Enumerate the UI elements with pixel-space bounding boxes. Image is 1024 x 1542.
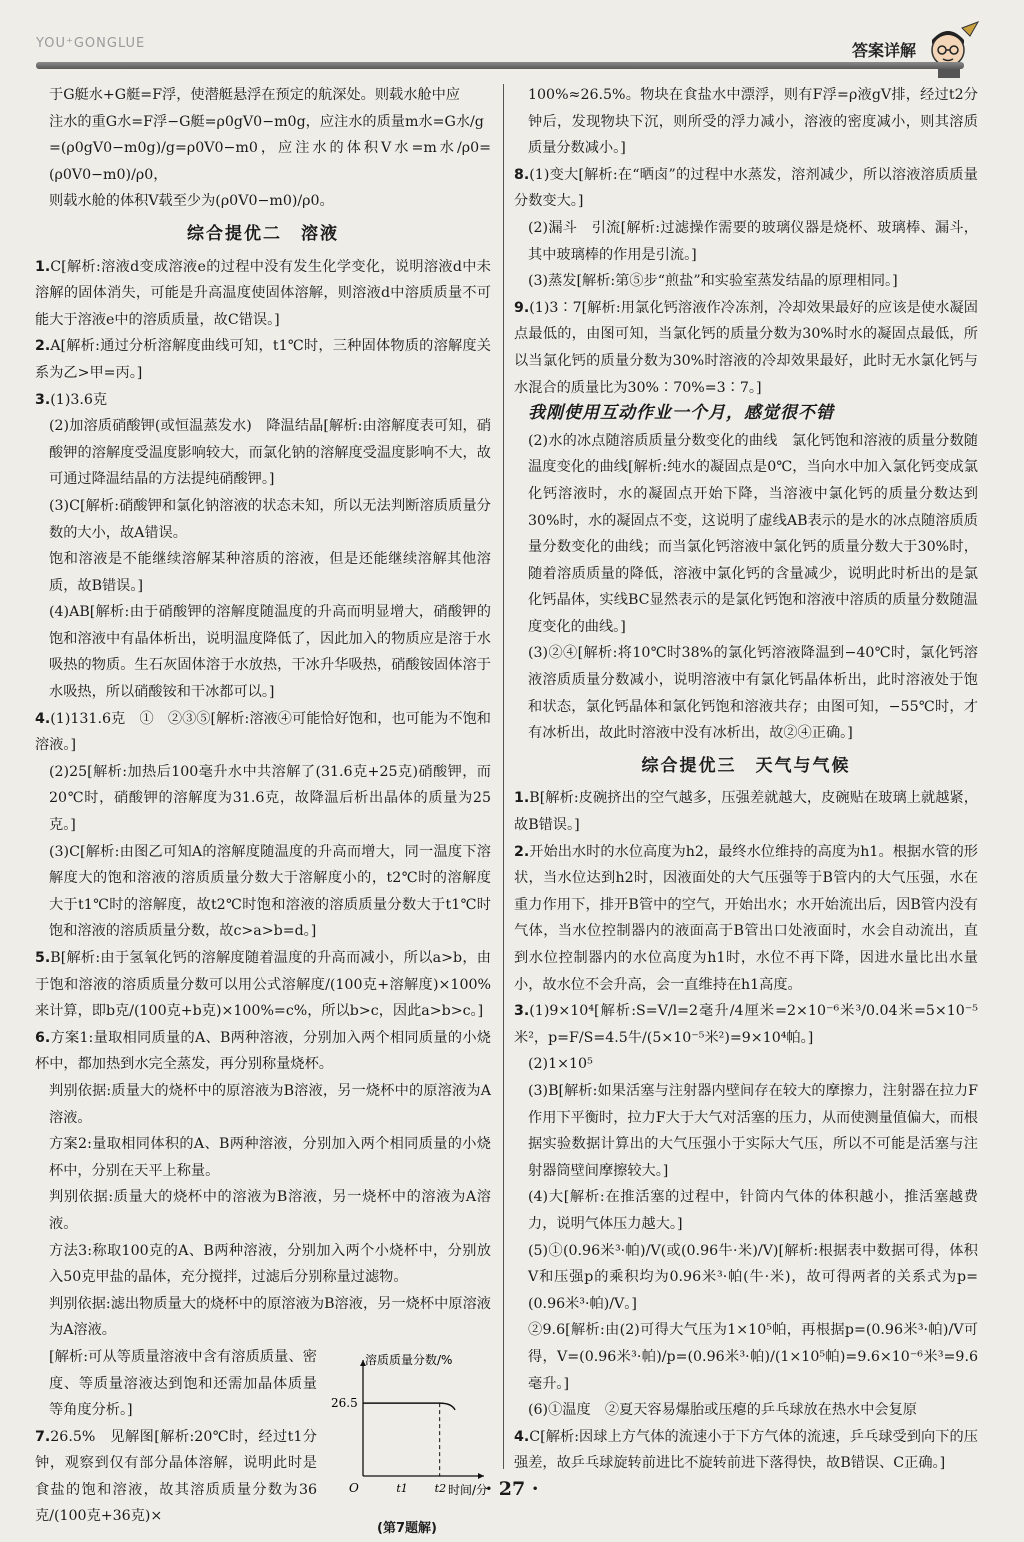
answer-item: (5)①(0.96米³·帕)/V(或(0.96牛·米)/V)[解析:根据表中数据可得，体积V和压强p的乘积均为0.96米³·帕(牛·米)，故可得两者的关系式为p=(0.96米³·帕)/V。] — [514, 1238, 978, 1318]
answer-item: 100%≈26.5%。物块在食盐水中漂浮，则有F浮=ρ液gV排，经过t2分钟后，发现物块下沉，则所受的浮力减小，溶液的密度减小，则其溶质质量分数减小。] — [514, 82, 978, 162]
answer-item: (2)1×10⁵ — [514, 1051, 978, 1078]
answer-item: 方法3:称取100克的A、B两种溶液，分别加入两个小烧杯中，分别放入50克甲盐的晶体，充分搅拌，过滤后分别称量过滤物。 — [35, 1238, 491, 1291]
header-bar — [36, 62, 964, 69]
prev-answer-line: 则载水舱的体积V载至少为(ρ0V0−m0)/ρ0。 — [35, 188, 491, 215]
answer-item: (4)AB[解析:由于硝酸钾的溶解度随温度的升高而明显增大，硝酸钾的饱和溶液中有晶体析出，说明温度降低了，因此加入的物质应是溶于水吸热的物质。生石灰固体溶于水放热，干冰升华吸热，硝酸铵固体溶于水吸热，所以硝酸铵和干冰都可以。] — [35, 599, 491, 705]
x-tick-label: t2 — [435, 1482, 446, 1495]
answer-item: 7.26.5% 见解图[解析:20℃时，经过t1分钟，观察到仅有部分晶体溶解，说明此时是食盐的饱和溶液，故其溶质质量分数为36克/(100克+36克)× — [35, 1424, 491, 1530]
answer-item: 4.C[解析:因球上方气体的流速小于下方气体的流速，乒乓球受到向下的压强差，故乒乓球旋转前进比不旋转前进下落得快，故B错误、C正确。] — [514, 1424, 978, 1477]
pencil-mascot-icon — [922, 20, 982, 78]
answer-item: 2.A[解析:通过分析溶解度曲线可知，t1℃时，三种固体物质的溶解度关系为乙>甲=丙。] — [35, 333, 491, 386]
section-heading-solutions: 综合提优二 溶液 — [35, 221, 491, 248]
y-tick-label: 26.5 — [331, 1396, 358, 1410]
answer-item: 4.(1)131.6克 ① ②③⑤[解析:溶液④可能恰好饱和，也可能为不饱和溶液。] — [35, 706, 491, 759]
answer-item: ②9.6[解析:由(2)可得大气压为1×10⁵帕，再根据p=(0.96米³·帕)/V可得，V=(0.96米³·帕)/p=(0.96米³·帕)/(1×10⁵帕)=9.6×10⁻⁶米³=9.6毫升。] — [514, 1317, 978, 1397]
answer-item: 判别依据:质量大的烧杯中的溶液为B溶液，另一烧杯中的溶液为A溶液。 — [35, 1184, 491, 1237]
x-tick-label: t1 — [396, 1482, 407, 1495]
section-heading-weather: 综合提优三 天气与气候 — [514, 753, 978, 780]
prev-answer-line: 于G艇水+G艇=F浮，使潜艇悬浮在预定的航深处。则载水舱中应 — [35, 82, 491, 109]
answer-item: (3)B[解析:如果活塞与注射器内壁间存在较大的摩擦力，注射器在拉力F作用下平衡时，拉力F大于大气对活塞的压力，从而使测量值偏大，而根据实验数据计算出的大气压强小于实际大气压，所以不可能是活塞与注射器筒壁间摩擦较大。] — [514, 1078, 978, 1184]
series-line — [363, 1403, 455, 1410]
brand-logo: YOU⁺GONGLUE — [36, 36, 145, 51]
figure-q7 — [323, 1346, 491, 1528]
answer-item: [解析:可从等质量溶液中含有溶质质量、密度、等质量溶液达到饱和还需加晶体质量等角度分析。] — [35, 1344, 491, 1424]
answer-item: 6.方案1:量取相同质量的A、B两种溶液，分别加入两个相同质量的小烧杯中，都加热到水完全蒸发，再分别称量烧杯。 — [35, 1025, 491, 1078]
page-number: · 27 · — [0, 1478, 1024, 1500]
answer-item: (2)加溶质硝酸钾(或恒温蒸发水) 降温结晶[解析:由溶解度表可知，硝酸钾的溶解度受温度影响较大，而氯化钠的溶解度受温度影响不大，故可通过降温结晶的方法提纯硝酸钾。] — [35, 413, 491, 493]
prev-answer-line: 注水的重G水=F浮−G艇=ρ0gV0−m0g，应注水的质量m水=G水/g — [35, 109, 491, 136]
answer-item: 3.(1)9×10⁴[解析:S=V/l=2毫升/4厘米=2×10⁻⁶米³/0.04米=5×10⁻⁵米²，p=F/S=4.5牛/(5×10⁻⁵米²)=9×10⁴帕。] — [514, 998, 978, 1051]
answer-item: (2)25[解析:加热后100毫升水中共溶解了(31.6克+25克)硝酸钾，而20℃时，硝酸钾的溶解度为31.6克，故降温后析出晶体的质量为25克。] — [35, 759, 491, 839]
answer-item: (3)C[解析:硝酸钾和氯化钠溶液的状态未知，所以无法判断溶质质量分数的大小，故A错误。 — [35, 493, 491, 546]
column-divider — [503, 84, 504, 1469]
origin-label: O — [349, 1481, 359, 1495]
answer-item: 5.B[解析:由于氢氧化钙的溶解度随着温度的升高而减小，所以a>b，由于饱和溶液的溶质质量分数可以用公式溶解度/(100克+溶解度)×100%来计算，即b克/(100克+b克)×100%=c%，所以b>c，因此a>b>c。] — [35, 945, 491, 1025]
prev-answer-line: =(ρ0gV0−m0g)/g=ρ0V0−m0，应注水的体积V水=m水/ρ0=(ρ0V0−m0)/ρ0， — [35, 135, 491, 188]
y-axis-label: 溶质质量分数/% — [365, 1352, 452, 1367]
handwritten-note: 我刚使用互动作业一个月，感觉很不错 — [514, 400, 978, 427]
answer-item: (3)蒸发[解析:第⑤步“煎盐”和实验室蒸发结晶的原理相同。] — [514, 268, 978, 295]
answer-item: (4)大[解析:在推活塞的过程中，针筒内气体的体积越小，推活塞越费力，说明气体压力越大。] — [514, 1184, 978, 1237]
answer-item: 8.(1)变大[解析:在“晒卤”的过程中水蒸发，溶剂减少，所以溶液溶质质量分数变大。] — [514, 162, 978, 215]
answer-item: 饱和溶液是不能继续溶解某种溶质的溶液，但是还能继续溶解其他溶质，故B错误。] — [35, 546, 491, 599]
answer-item: 判别依据:滤出物质量大的烧杯中的原溶液为B溶液，另一烧杯中原溶液为A溶液。 — [35, 1291, 491, 1344]
answer-item: 1.B[解析:皮碗挤出的空气越多，压强差就越大，皮碗贴在玻璃上就越紧，故B错误。] — [514, 785, 978, 838]
answer-item: 判别依据:质量大的烧杯中的原溶液为B溶液，另一烧杯中的原溶液为A溶液。 — [35, 1078, 491, 1131]
answer-item: (3)②④[解析:将10℃时38%的氯化钙溶液降温到−40℃时，氯化钙溶液溶质质量分数减小，说明溶液中有氯化钙晶体析出，此时溶液处于饱和状态，氯化钙晶体和氯化钙饱和溶液共存；由图可知，−55℃时，才有冰析出，故此时溶液中没有冰析出，故②④正确。] — [514, 640, 978, 746]
answer-item: (6)①温度 ②夏天容易爆胎或压瘪的乒乓球放在热水中会复原 — [514, 1397, 978, 1424]
figure-caption: (第7题解) — [323, 1516, 491, 1542]
answer-item: 3.(1)3.6克 — [35, 387, 491, 414]
answer-item: 1.C[解析:溶液d变成溶液e的过程中没有发生化学变化，说明溶液d中未溶解的固体消失，可能是升高温度使固体溶解，则溶液d中溶质质量不可能大于溶液e中的溶质质量，故C错误。] — [35, 254, 491, 334]
left-column — [35, 82, 491, 1530]
section-label: 答案详解 — [852, 38, 916, 61]
answer-item: 9.(1)3∶7[解析:用氯化钙溶液作冷冻剂，冷却效果最好的应该是使水凝固点最低的，由图可知，当氯化钙的质量分数为30%时水的凝固点最低，所以当氯化钙的质量分数为30%时溶液的冷却效果最好，此时无水氯化钙与水混合的质量比为30%∶70%=3∶7。] — [514, 295, 978, 401]
answer-item: (2)水的冰点随溶质质量分数变化的曲线 氯化钙饱和溶液的质量分数随温度变化的曲线[解析:纯水的凝固点是0℃，当向水中加入氯化钙变成氯化钙溶液时，水的凝固点开始下降，当溶液中氯化钙的质量分数达到30%时，水的凝固点不变，这说明了虚线AB表示的是水的冰点随溶质质量分数变化的曲线；而当氯化钙溶液中氯化钙的质量分数大于30%时，随着溶质质量的降低，溶液中氯化钙的含量减少，说明此时析出的是氯化钙晶体，实线BC显然表示的是氯化钙饱和溶液中溶质的质量分数随温度变化的曲线。] — [514, 428, 978, 641]
answer-item: 2.开始出水时的水位高度为h2，最终水位维持的高度为h1。根据水管的形状，当水位达到h2时，因液面处的大气压强等于B管内的大气压强，水在重力作用下，排开B管中的空气，开始出水；水开始流出后，因B管内没有气体，当水位控制器内的液面高于B管出口处液面时，水会自动流出，直到水位控制器内的水位高度为h1时，水位不再下降，因进水量比出水量小，故水位不会升高，会一直维持在h1高度。 — [514, 839, 978, 999]
right-column — [514, 82, 978, 1477]
answer-item: 方案2:量取相同体积的A、B两种溶液，分别加入两个相同质量的小烧杯中，分别在天平上称量。 — [35, 1131, 491, 1184]
answer-item: (2)漏斗 引流[解析:过滤操作需要的玻璃仪器是烧杯、玻璃棒、漏斗，其中玻璃棒的作用是引流。] — [514, 215, 978, 268]
answer-item: (3)C[解析:由图乙可知A的溶解度随温度的升高而增大，同一温度下溶解度大的饱和溶液的溶质质量分数大于溶解度小的，t2℃时的溶解度大于t1℃时的溶解度，故t2℃时饱和溶液的溶质质量分数大于t1℃时饱和溶液的溶质质量分数，故c>a>b=d。] — [35, 839, 491, 945]
x-axis-label: 时间/分 — [448, 1482, 488, 1497]
